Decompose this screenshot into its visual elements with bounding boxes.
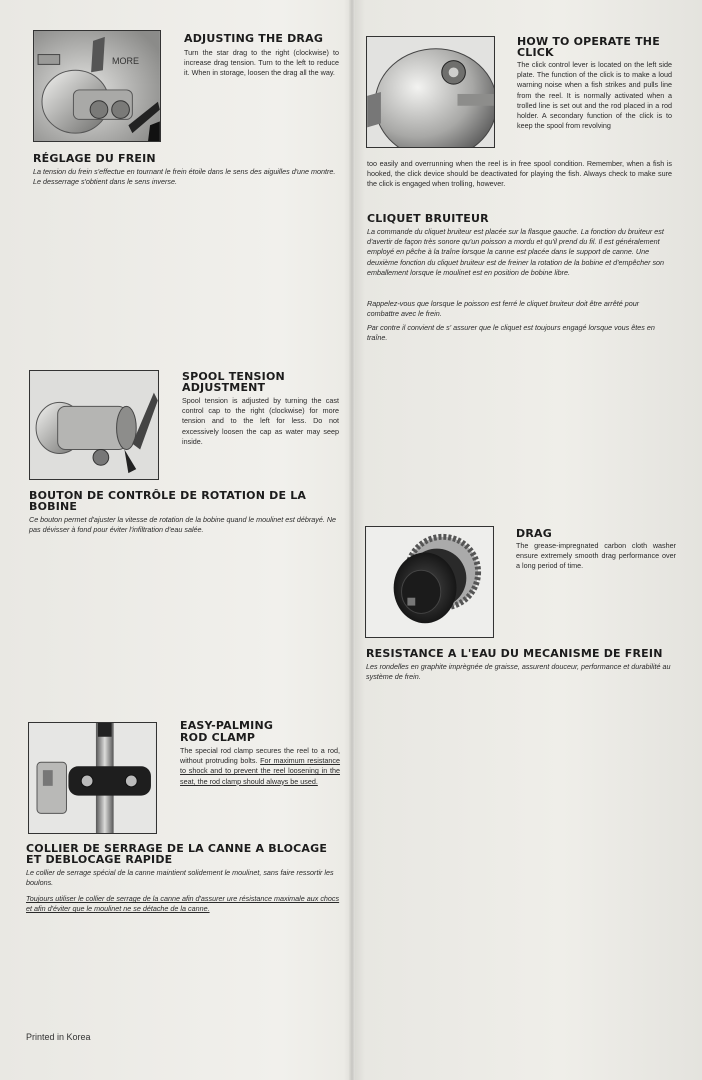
rod-clamp-fr-title-1: COLLIER DE SERRAGE DE LA CANNE A BLOCAGE	[26, 842, 328, 855]
rod-clamp-photo	[28, 722, 157, 834]
click-title-2: CLICK	[517, 46, 554, 59]
drag-title: DRAG	[516, 527, 552, 540]
spool-tension-body: Spool tension is adjusted by turning the cast control cap to the right (clockwise) for more tension and to the left for less. Do not excessively loosen the cap as water may seep inside.	[182, 396, 339, 446]
rod-clamp-body-plain: The special rod clamp secures the reel to a rod, without protruding bolts.	[180, 746, 340, 766]
click-fr-title: CLIQUET BRUITEUR	[367, 212, 489, 225]
click-fr-body-3: Par contre il convient de s' assurer que le cliquet est toujours engagé lorsque vous êtes en traîne.	[367, 323, 655, 343]
spool-tension-photo	[29, 370, 159, 480]
cast-control-image	[30, 371, 158, 479]
rod-clamp-body	[180, 746, 340, 787]
spool-tension-fr-body: Ce bouton permet d'ajuster la vitesse de rotation de la bobine quand le moulinet est débrayé. Ne pas dévisser à fond pour éviter l'infiltration d'eau salée.	[29, 515, 337, 535]
spool-tension-title-1: SPOOL TENSION	[182, 370, 285, 383]
center-fold	[349, 0, 355, 1080]
drag-washer-photo	[365, 526, 494, 638]
rod-clamp-image	[29, 723, 156, 833]
click-lever-photo	[366, 36, 495, 148]
drag-adjust-fr-body: La tension du frein s'effectue en tournant le frein étoile dans le sens des aiguilles d'une montre. Le desserrage s'obtient dans le sens inverse.	[33, 167, 336, 187]
spool-tension-fr-title-2: BOBINE	[29, 500, 78, 513]
rod-clamp-title-1: EASY-PALMING	[180, 719, 274, 732]
spool-tension-title-2: ADJUSTMENT	[182, 381, 266, 394]
drag-adjust-fr-title: RÉGLAGE DU FREIN	[33, 152, 156, 165]
rod-clamp-fr-body-1: Le collier de serrage spécial de la canne maintient solidement le moulinet, sans faire ressortir les boulons.	[26, 868, 334, 888]
click-body-wide: too easily and overrunning when the reel is in free spool condition. Remember, when a fish is hooked, the click device should be deactivated for playing the fish. Always check to make sure the click is engaged when trolling, however.	[367, 159, 672, 189]
reel-side-image	[34, 31, 160, 141]
reel-sideplate-image	[367, 37, 494, 147]
drag-fr-body: Les rondelles en graphite imprègnée de graisse, assurent douceur, performance et durabilité au système de frein.	[366, 662, 671, 682]
drag-adjust-title: ADJUSTING THE DRAG	[184, 32, 324, 45]
click-title-1: HOW TO OPERATE THE	[517, 35, 660, 48]
drag-gear-image	[366, 527, 493, 637]
printed-in-korea: Printed in Korea	[26, 1032, 91, 1042]
rod-clamp-body-underlined: For maximum resistance to shock and to prevent the reel loosening in the seat, the rod clamp should always be used.	[180, 756, 341, 786]
star-drag-photo	[33, 30, 161, 142]
drag-fr-title: RESISTANCE A L'EAU DU MECANISME DE FREIN	[366, 647, 663, 660]
rod-clamp-title-2: ROD CLAMP	[180, 731, 256, 744]
click-fr-body-1: La commande du cliquet bruiteur est placée sur la flasque gauche. La fonction du bruiteur est d'avertir de façon très sonore qu'un poisson a mordu et qu'il prend du fil. Il est généralement employé en pêche à la traîne lorsque la canne est placée dans le support de canne. Une deuxième fonction du cliquet bruiteur est de freiner la rotation de la bobine et d'empêcher son emballement lorsque le moulinet est en position de bobine libre.	[367, 227, 665, 277]
rod-clamp-fr-title-2: ET DEBLOCAGE RAPIDE	[26, 853, 173, 866]
drag-adjust-body: Turn the star drag to the right (clockwise) to increase drag tension. Turn to the left to reduce it. When in storage, loosen the drag all the way.	[184, 48, 339, 78]
rod-clamp-fr-body-2: Toujours utiliser le collier de serrage de la canne afin d'assurer ure résistance maximale aux chocs et afin d'éviter que le moulinet ne se détache de la canne.	[26, 894, 340, 914]
click-fr-body-2: Rappelez-vous que lorsque le poisson est ferré le cliquet bruiteur doit être arrêté pour combattre avec le frein.	[367, 299, 640, 319]
click-body-narrow: The click control lever is located on the left side plate. The function of the click is to make a loud warning noise when a fish strikes and pulls line from the reel. It is normally activated when a trolled line is set out and the rod placed in a rod holder. A secondary function of the click is to keep the spool from revolving	[517, 60, 672, 131]
more-label: MORE	[112, 56, 139, 66]
spool-tension-fr-title-1: BOUTON DE CONTRÔLE DE ROTATION DE LA	[29, 489, 307, 502]
drag-body: The grease-impregnated carbon cloth washer ensure extremely smooth drag performance over a long period of time.	[516, 541, 676, 571]
